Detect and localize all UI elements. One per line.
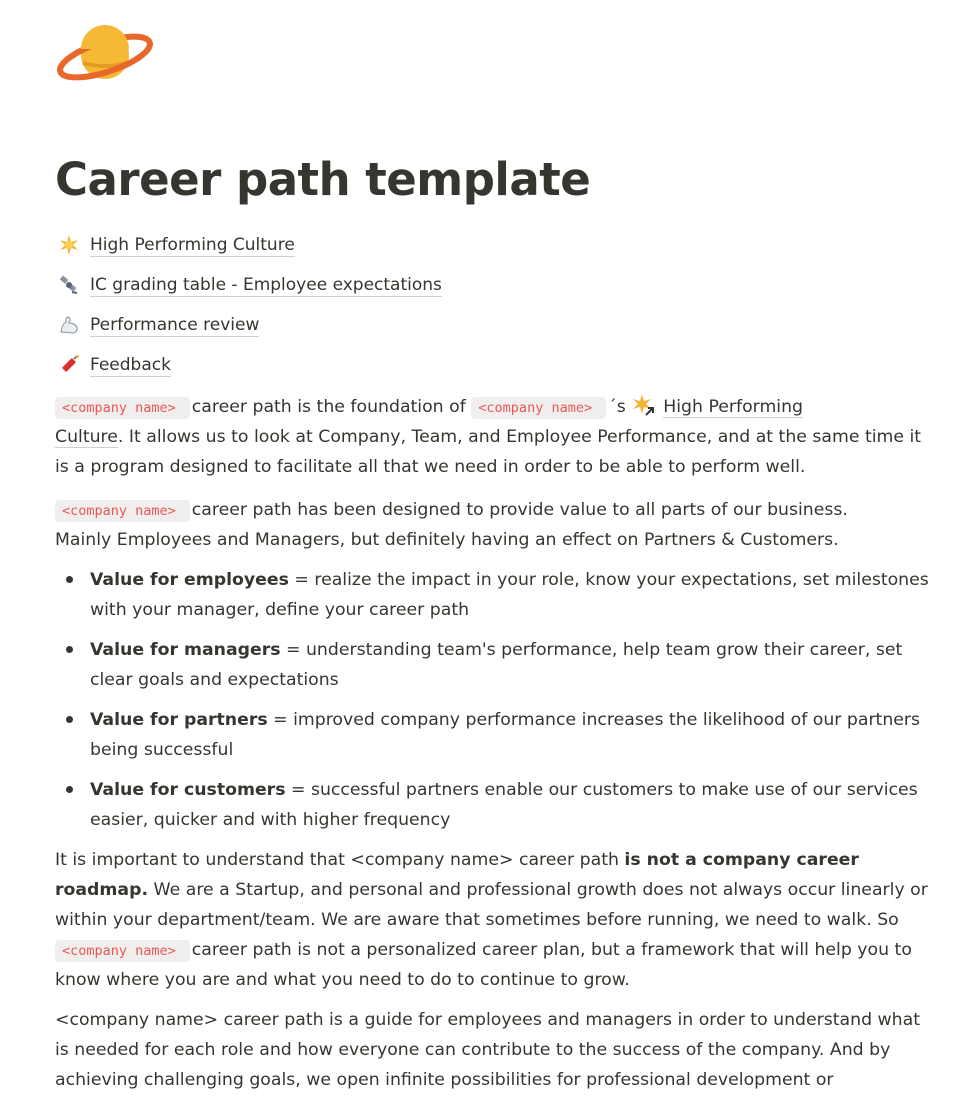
link-label: High Performing Culture [90, 234, 295, 255]
bullet-dot [66, 786, 73, 793]
link-label: Feedback [90, 354, 171, 375]
planet-icon[interactable] [55, 25, 155, 85]
company-name-tag: <company name> [55, 500, 190, 522]
bullet-dot [66, 716, 73, 723]
link-high-performing-culture[interactable] [57, 231, 295, 259]
company-name-tag: <company name> [471, 397, 606, 419]
link-performance-review[interactable] [57, 311, 259, 339]
page: Career path template High Performing Culture IC grading table - Employee expectations Performance review Feedback <company name> career path is the foundation of <company name> ´s High Performing Culture. It allows us to look at Company, Team, and Employee Performance, and at the same time it is a program designed to facilitate all that we need in order to be able to perform well. <company name> career path has been designed to provide value to all parts of our business. Mainly Employees and Managers, but definitely having an effect on Partners & Customers. Value for employees = realize the impact in your role, know your expectations, set milestones with your manager, define your career path Value for managers = understanding team's performance, help team grow their career, set clear goals and expectations Value for partners = improved company performance increases the likelihood of our partners being successful Value for customers = successful partners enable our customers to make use of our services easier, quicker and with higher frequency It is important to understand that <company name> career path is not a company career roadmap. We are a Startup, and personal and professional growth does not always occur linearly or within your department/team. We are aware that sometimes before running, we need to walk. So <company name> career path is not a personalized career plan, but a framework that will help you to know where you are and what you need to do to continue to grow. <company name> career path is a guide for employees and managers in order to understand what is needed for each role and how everyone can contribute to the success of the company. And by achieving challenging goals, we open infinite possibilities for professional development or [0, 0, 977, 1103]
company-name-tag: <company name> [55, 940, 190, 962]
flexed-arm-icon [57, 313, 81, 337]
link-label: Performance review [90, 314, 260, 335]
intro-paragraph-1: <company name> career path is the foundation of <company name> ´s High Performing Culture. It allows us to look at Company, Team, and Employee Performance, and at the same time it is a program designed to facilitate all that we need in order to be able to perform well. [55, 392, 945, 482]
bullet-dot [66, 576, 73, 583]
satellite-icon [57, 273, 81, 297]
page-title: Career path template [55, 153, 591, 206]
important-paragraph: It is important to understand that <company name> career path is not a company career roadmap. We are a Startup, and personal and professional growth does not always occur linearly or within your department/team. We are aware that sometimes before running, we need to walk. So <company name> career path is not a personalized career plan, but a framework that will help you to know where you are and what you need to do to continue to grow. [55, 850, 928, 990]
link-feedback[interactable] [57, 351, 171, 379]
inline-link-culture[interactable]: Culture [55, 427, 118, 447]
inline-link-high-performing[interactable]: High Performing [663, 397, 804, 417]
bullet-dot [66, 646, 73, 653]
guide-paragraph: <company name> career path is a guide for employees and managers in order to understand what is needed for each role and how everyone can contribute to the success of the company. And by achieving challenging goals, we open infinite possibilities for professional development or [55, 1010, 920, 1090]
sparkle-icon [57, 233, 81, 257]
intro-paragraph-2: <company name> career path has been designed to provide value to all parts of our business. Mainly Employees and Managers, but definitely having an effect on Partners & Customers. [55, 500, 848, 550]
firecracker-icon [57, 353, 81, 377]
company-name-tag: <company name> [55, 397, 190, 419]
sparkle-arrow-icon [631, 393, 657, 417]
link-label: IC grading table - Employee expectations [90, 274, 442, 295]
link-ic-grading-table[interactable] [57, 271, 442, 299]
